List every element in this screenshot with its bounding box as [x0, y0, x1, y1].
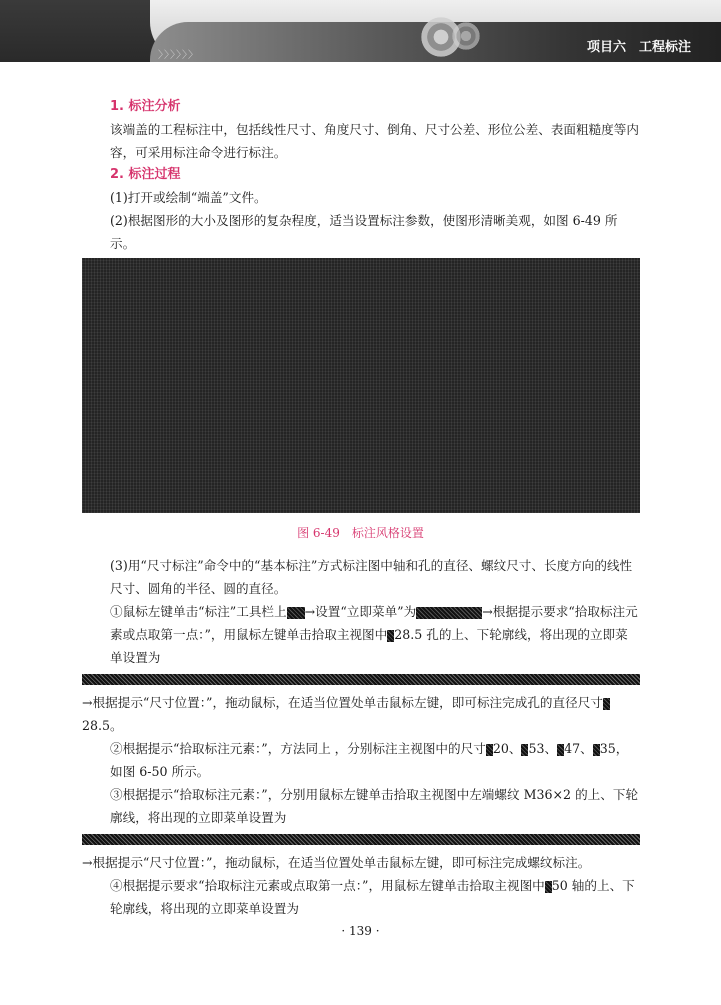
- text: ④根据提示要求“拾取标注元素或点取第一点：”，用鼠标左键单击拾取主视图中: [110, 878, 545, 893]
- substep-3: ③根据提示“拾取标注元素：”，分别用鼠标左键单击拾取主视图中左端螺纹 M36×2 的上、下轮廓线，将出现的立即菜单设置为: [110, 787, 639, 825]
- text: 28.5 孔的上、下轮廓线，将出现的立即菜单设置为: [110, 627, 628, 665]
- text: 53、: [528, 741, 558, 756]
- diameter-symbol-icon: [545, 881, 552, 893]
- lower-content: [82, 554, 640, 920]
- header-chevrons: 〉〉〉〉〉〉: [158, 50, 199, 61]
- diameter-symbol-icon: [557, 744, 564, 756]
- step-3: (3)用“尺寸标注”命令中的“基本标注”方式标注图中轴和孔的直径、螺纹尺寸、长度方向的线性尺寸、圆角的半径、圆的直径。: [110, 558, 633, 596]
- substep-1: [82, 600, 640, 669]
- text: ②根据提示“拾取标注元素：”，方法同上 ，分别标注主视图中的尺寸: [110, 741, 486, 756]
- text: →根据提示要求“拾取标注元素或点取第一点：”，用鼠标左键单击拾取主视图中: [110, 604, 638, 642]
- figure-caption: 图 6-49 标注风格设置: [297, 526, 424, 540]
- section-heading-analysis: 1. 标注分析: [110, 99, 181, 114]
- immediate-menu-image: [416, 607, 482, 619]
- text: ①鼠标左键单击“标注”工具栏上: [110, 604, 287, 619]
- text: 20、: [492, 741, 522, 756]
- text: →设置“立即菜单”为: [304, 604, 417, 619]
- text: 50 轴的上、下轮廓线，将出现的立即菜单设置为: [110, 878, 635, 916]
- step-1: (1)打开或绘制“端盖”文件。: [110, 190, 267, 205]
- gear-icon: [450, 20, 482, 52]
- text: 47、: [564, 741, 593, 756]
- step-2: (2)根据图形的大小及图形的复杂程度，适当设置标注参数，使图形清晰美观，如图 6-49 所示。: [110, 213, 618, 251]
- substep-4: [82, 874, 640, 920]
- paragraph-analysis: 该端盖的工程标注中，包括线性尺寸、角度尺寸、倒角、尺寸公差、形位公差、表面粗糙度等内容，可采用标注命令进行标注。: [110, 122, 639, 160]
- substep-1-cont: [82, 691, 640, 737]
- diameter-symbol-icon: [593, 744, 600, 756]
- text: →根据提示“尺寸位置：”，拖动鼠标，在适当位置处单击鼠标左键，即可标注完成孔的直径尺寸: [82, 695, 603, 710]
- text: 35，如图 6-50 所示。: [110, 741, 629, 779]
- diameter-symbol-icon: [603, 698, 610, 710]
- toolbar-icon: [287, 607, 305, 619]
- immediate-menu-image: [82, 674, 640, 685]
- section-heading-process: 2. 标注过程: [110, 167, 181, 182]
- page-number: · 139 ·: [341, 924, 380, 938]
- immediate-menu-image: [82, 834, 640, 845]
- diameter-symbol-icon: [486, 744, 493, 756]
- figure-6-49-image: [82, 258, 640, 513]
- text: 28.5。: [82, 718, 123, 733]
- upper-content: [82, 96, 640, 255]
- substep-2: [82, 737, 640, 783]
- page-header: [0, 0, 721, 62]
- chapter-title: 项目六 工程标注: [586, 40, 691, 55]
- substep-3-cont: →根据提示“尺寸位置：”，拖动鼠标，在适当位置处单击鼠标左键，即可标注完成螺纹标注。: [82, 855, 591, 870]
